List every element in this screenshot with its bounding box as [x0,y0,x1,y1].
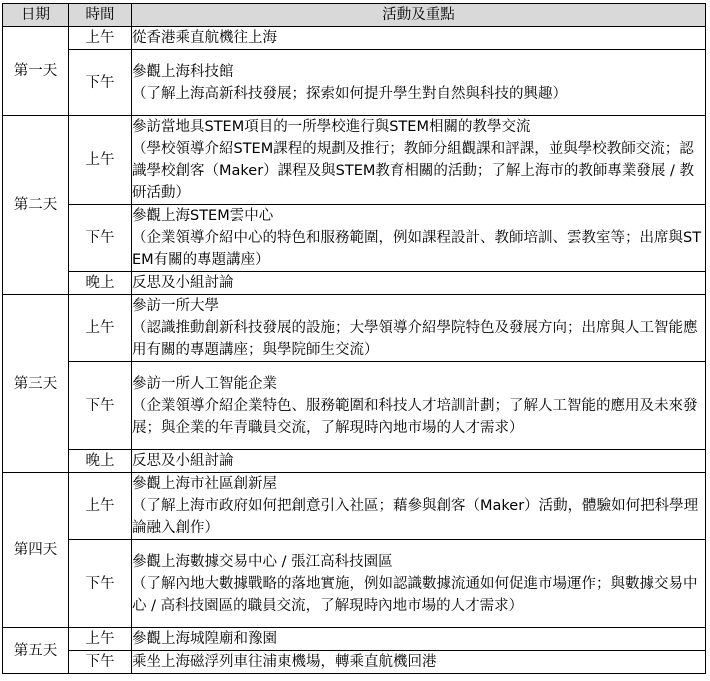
activity-title: 參訪一所大學 [132,298,219,314]
period-cell: 晚上 [69,450,132,473]
activity-title: 參觀上海城隍廟和豫園 [132,631,277,647]
period-cell: 上午 [69,116,132,205]
period-cell: 上午 [69,295,132,362]
header-day: 日期 [3,4,69,27]
period-cell: 晚上 [69,272,132,295]
activity-title: 參訪當地具STEM項目的一所學校進行與STEM相關的教學交流 [132,119,531,135]
day-cell: 第三天 [3,295,69,473]
table-row [3,27,706,50]
activity-title: 參觀上海數據交易中心 / 張江高科技園區 [132,553,393,570]
activity-title: 從香港乘直航機往上海 [132,30,277,46]
activity-cell [132,651,706,674]
activity-cell [132,450,706,473]
table-row [3,540,706,628]
header-row [3,4,706,27]
activity-cell [132,116,706,205]
table-row [3,205,706,272]
activity-detail: （了解上海高新科技發展；探索如何提升學生對自然與科技的興趣） [132,85,567,102]
activity-cell [132,272,706,295]
activity-title: 參觀上海市社區創新屋 [132,476,277,492]
period-cell: 下午 [69,205,132,272]
itinerary-table [2,3,706,674]
activity-cell [132,362,706,450]
activity-title: 乘坐上海磁浮列車往浦東機場，轉乘直航機回港 [132,654,437,670]
header-activity: 活動及重點 [132,4,706,27]
activity-title: 反思及小組討論 [132,275,234,291]
activity-detail: （企業領導介紹企業特色、服務範圍和科技人才培訓計劃；了解人工智能的應用及未來發展；與企業的年青職員交流，了解現時內地市場的人才需求） [132,397,698,436]
header-time: 時間 [69,4,132,27]
activity-cell [132,540,706,628]
period-cell: 下午 [69,50,132,116]
activity-cell [132,205,706,272]
day-cell: 第五天 [3,628,69,674]
period-cell: 下午 [69,651,132,674]
schedule-wrapper [2,3,706,674]
table-row [3,473,706,540]
table-row [3,628,706,651]
period-cell: 上午 [69,628,132,651]
table-row [3,362,706,450]
activity-cell [132,473,706,540]
activity-detail: （企業領導介紹中心的特色和服務範圍，例如課程設計、教師培訓、雲教室等；出席與STEM有關的專題講座） [132,230,702,268]
table-row [3,50,706,116]
period-cell: 下午 [69,540,132,628]
period-cell: 下午 [69,362,132,450]
day-cell: 第二天 [3,116,69,295]
activity-title: 反思及小組討論 [132,453,234,469]
activity-detail: （認識推動創新科技發展的設施；大學領導介紹學院特色及發展方向；出席與人工智能應用有關的專題講座；與學院師生交流） [132,320,698,358]
period-cell: 上午 [69,473,132,540]
activity-cell [132,50,706,116]
table-row [3,295,706,362]
day-cell: 第四天 [3,473,69,628]
period-cell: 上午 [69,27,132,50]
activity-cell [132,295,706,362]
activity-title: 參訪一所人工智能企業 [132,375,277,392]
table-row [3,450,706,473]
activity-detail: （了解內地大數據戰略的落地實施，例如認識數據流通如何促進市場運作；與數據交易中心 / 高科技園區的職員交流，了解現時內地市場的人才需求） [132,575,698,614]
activity-title: 參觀上海科技館 [132,63,234,80]
activity-cell [132,628,706,651]
table-row [3,116,706,205]
activity-title: 參觀上海STEM雲中心 [132,208,274,224]
activity-detail: （學校領導介紹STEM課程的規劃及推行；教師分組觀課和評課，並與學校教師交流；認識學校創客（Maker）課程及與STEM教育相關的活動；了解上海市的教師專業發展 / 教研活動） [132,141,694,201]
activity-detail: （了解上海市政府如何把創意引入社區；藉參與創客（Maker）活動，體驗如何把科學理論融入創作） [132,498,699,536]
table-row [3,272,706,295]
table-row [3,651,706,674]
day-cell: 第一天 [3,27,69,116]
activity-cell [132,27,706,50]
